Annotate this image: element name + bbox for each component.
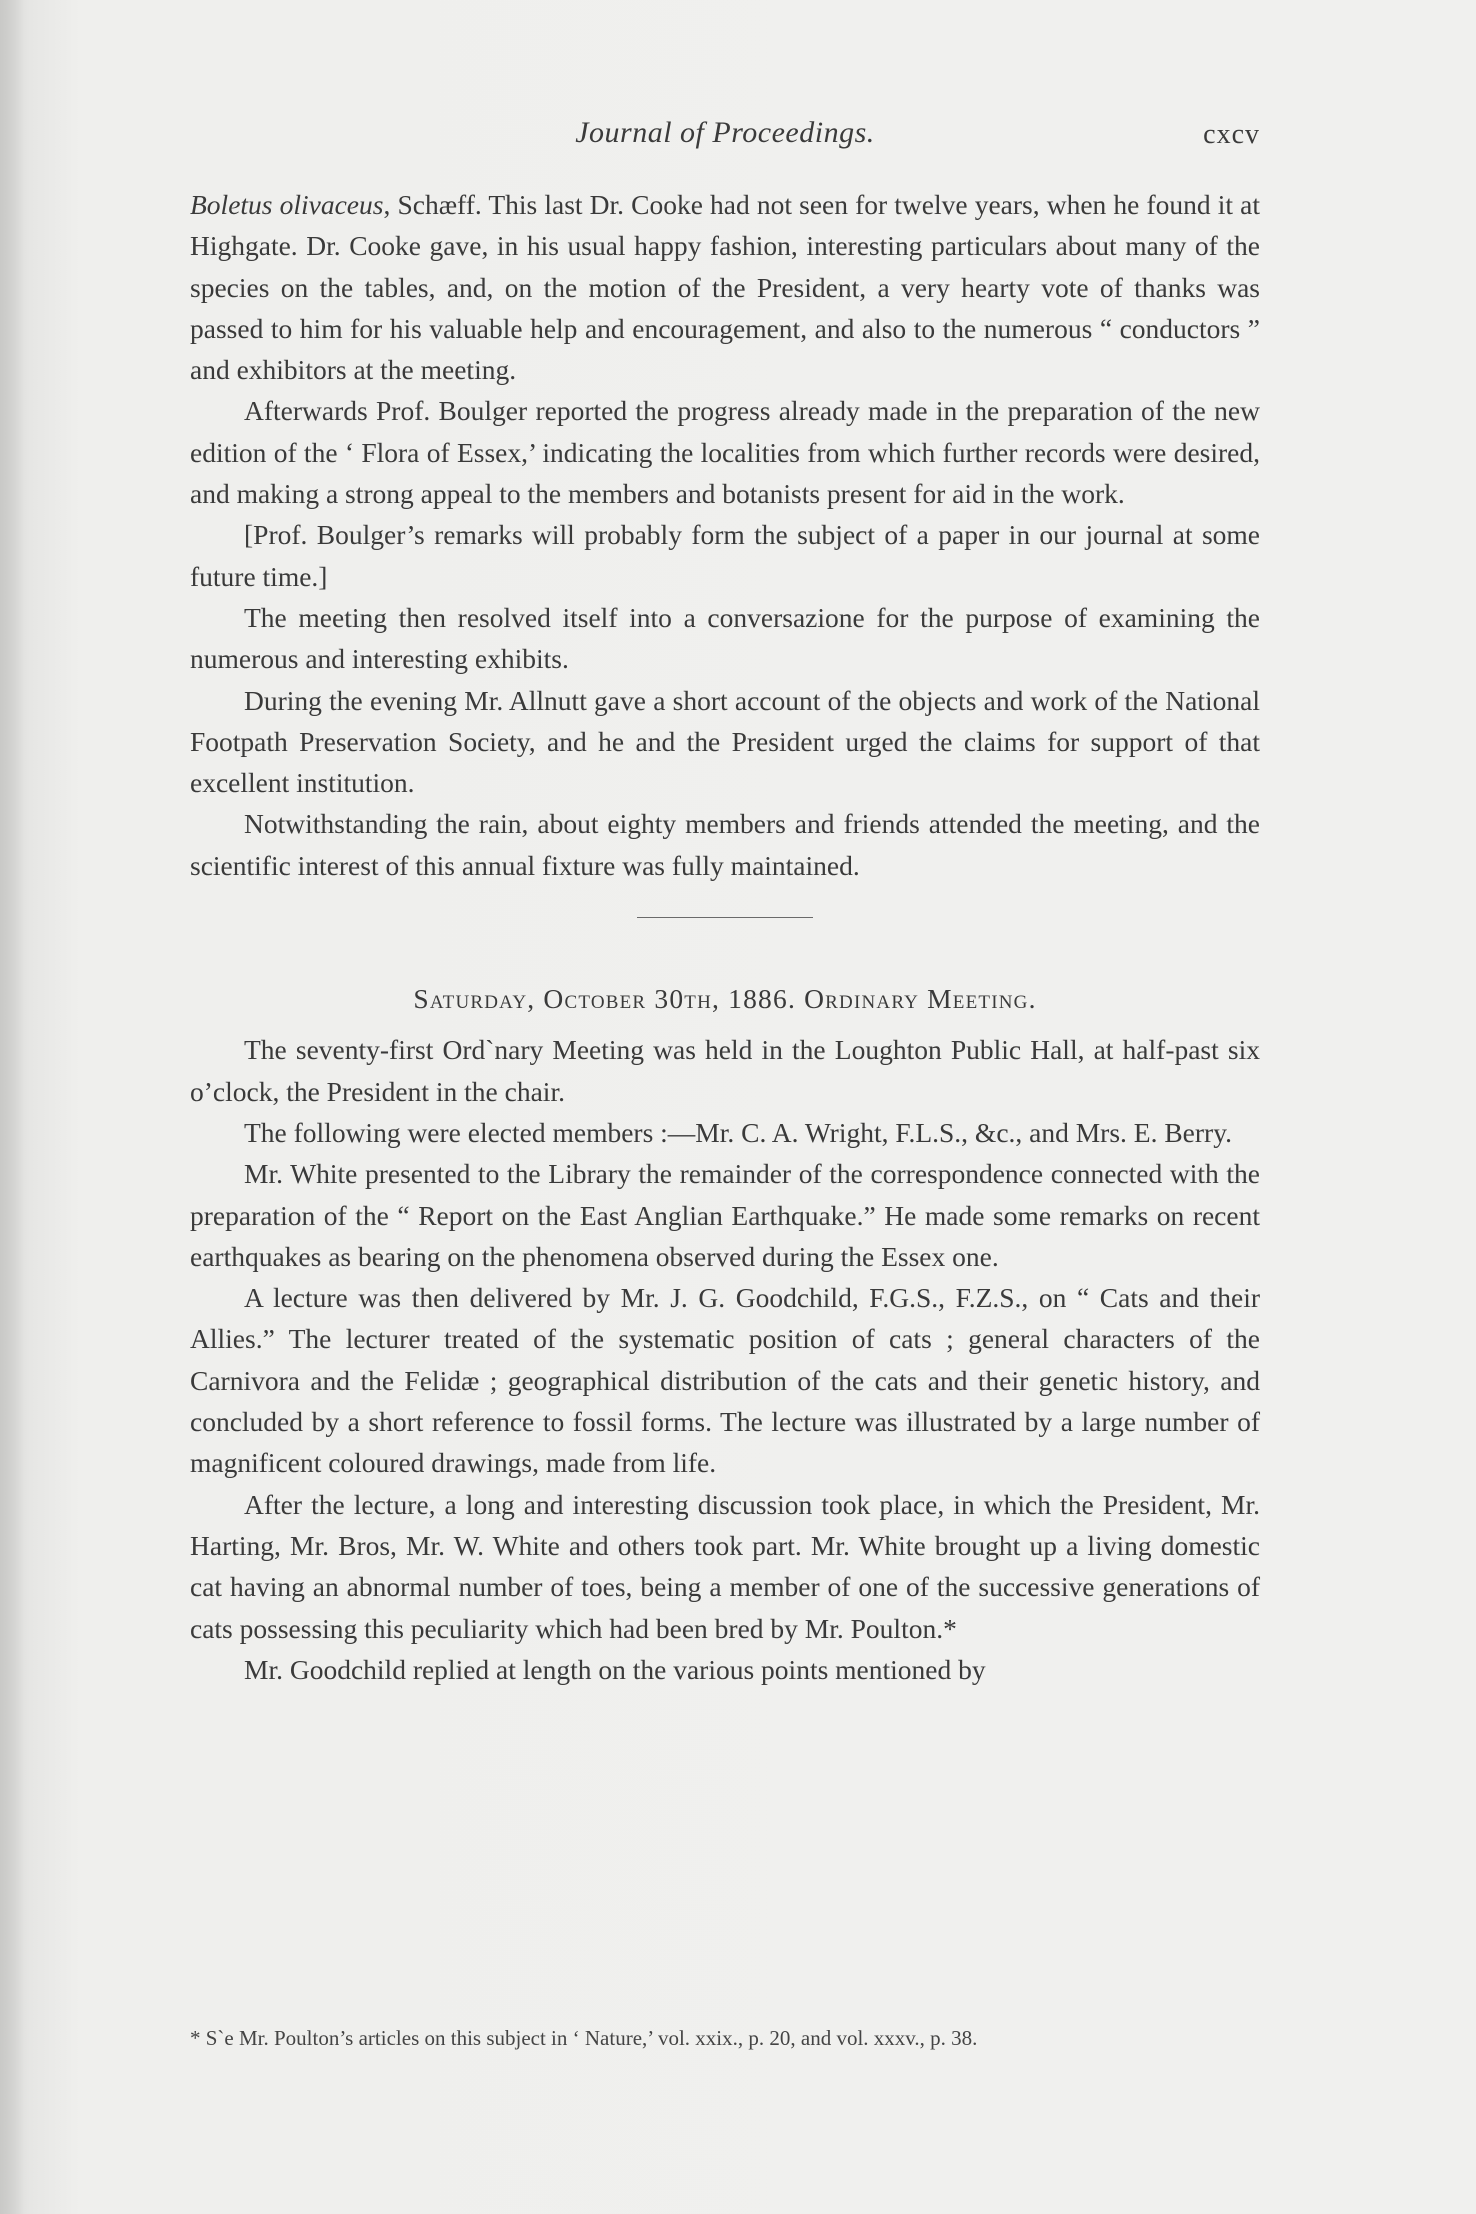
paragraph-discussion: After the lecture, a long and interesting discussion took place, in which the President, Mr. Harting, Mr. Bros, Mr. W. White and others took part. Mr. White brought up a living domestic cat having an abnormal number of toes, being a member of one of the successive generations of cats possessing this peculiarity which had been bred by Mr. Poulton.* (190, 1488, 1260, 1644)
species-name: Boletus olivaceus (190, 189, 384, 220)
footnote (190, 2023, 1260, 2053)
paragraph-library-donation: Mr. White presented to the Library the remainder of the correspondence connected with the preparation of the “ Report on the East Anglian Earthquake.” He made some remarks on recent earthquakes as bearing on the phenomena observed during the Essex one. (190, 1158, 1260, 1272)
running-head (190, 116, 1260, 164)
section-divider (637, 917, 813, 918)
paragraph-editorial-note: [Prof. Boulger’s remarks will probably form the subject of a paper in our journal at some future time.] (190, 519, 1260, 592)
body-text (190, 184, 1260, 1690)
paragraph-elected-members: The following were elected members :—Mr. C. A. Wright, F.L.S., &c., and Mrs. E. Berry. (244, 1116, 1233, 1148)
paragraph-footpath-society: During the evening Mr. Allnutt gave a short account of the objects and work of the National Footpath Preservation Society, and he and the President urged the claims for support of that excellent institution. (190, 684, 1260, 799)
page-number: cxcv (1203, 119, 1260, 150)
meeting-heading: Saturday, October 30th, 1886. Ordinary Meeting. (413, 983, 1037, 1015)
paragraph-ordinary-meeting: The seventy-first Ord`nary Meeting was held in the Loughton Public Hall, at half-past six o’clock, the President in the chair. (190, 1034, 1260, 1107)
paragraph-lecture: A lecture was then delivered by Mr. J. G. Goodchild, F.G.S., F.Z.S., on “ Cats and their Allies.” The lecturer treated of the systematic position of cats ; general characters of the Carnivora and the Felidæ ; geographical distribution of the cats and their genetic history, and concluded by a short reference to fossil forms. The lecture was illustrated by a large number of magnificent coloured drawings, made from life. (190, 1282, 1260, 1479)
paragraph-boletus (190, 184, 1260, 390)
paragraph-text: , Schæff. This last Dr. Cooke had not seen for twelve years, when he found it at Highgate. Dr. Cooke gave, in his usual happy fashion, interesting particulars about many of the species on the tables, and, on the motion of the President, a very hearty vote of thanks was passed to him for his valuable help and encouragement, and also to the numerous “ conductors ” and exhibitors at the meeting. (190, 189, 1260, 386)
paragraph-conversazione: The meeting then resolved itself into a conversazione for the purpose of examining the numerous and interesting exhibits. (190, 601, 1260, 675)
footnote-text: * S`e Mr. Poulton’s articles on this subject in ‘ Nature,’ vol. xxix., p. 20, and vol. xxxv., p. 38. (190, 2026, 978, 2050)
paragraph-reply: Mr. Goodchild replied at length on the various points mentioned by (244, 1653, 986, 1685)
paragraph-attendance: Notwithstanding the rain, about eighty members and friends attended the meeting, and the scientific interest of this annual fixture was fully maintained. (190, 808, 1260, 881)
paragraph-flora-of-essex: Afterwards Prof. Boulger reported the progress already made in the preparation of the new edition of the ‘ Flora of Essex,’ indicating the localities from which further records were desired, and making a strong appeal to the members and botanists present for aid in the work. (190, 395, 1260, 510)
binding-shadow (0, 0, 24, 2214)
running-title: Journal of Proceedings. (575, 116, 875, 149)
